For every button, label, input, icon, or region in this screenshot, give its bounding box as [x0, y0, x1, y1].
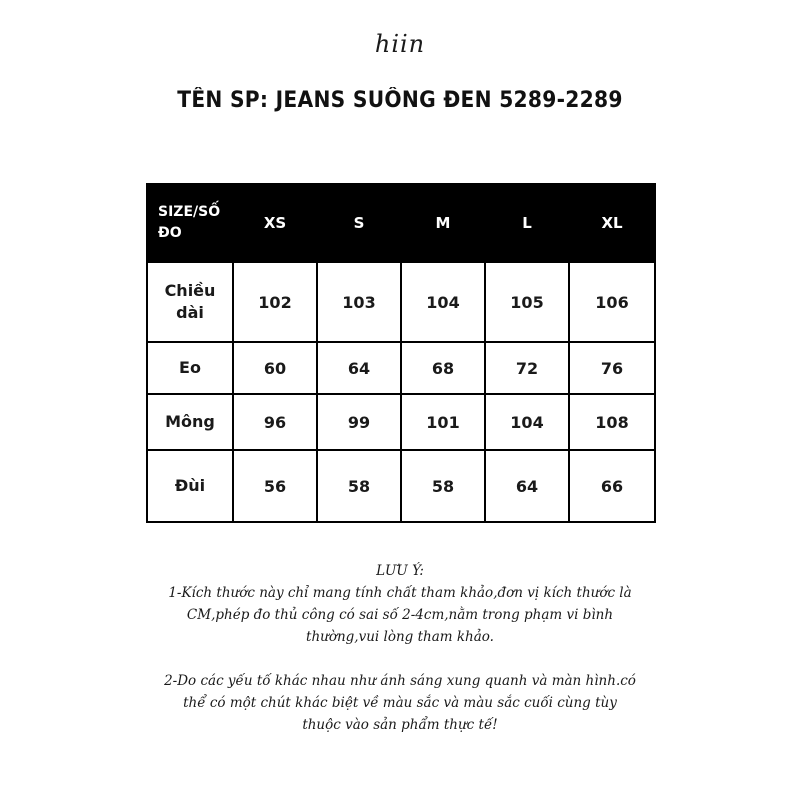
table-cell: 106 — [569, 262, 655, 342]
product-title: TÊN SP: JEANS SUÔNG ĐEN 5289-2289 — [177, 88, 623, 113]
row-label-thigh: Đùi — [147, 450, 233, 522]
table-cell: 60 — [233, 342, 317, 394]
table-cell: 104 — [401, 262, 485, 342]
table-cell: 56 — [233, 450, 317, 522]
table-cell: 64 — [485, 450, 569, 522]
table-row-waist — [147, 342, 655, 394]
table-cell: 103 — [317, 262, 401, 342]
note-1-line-1: 1-Kích thước này chỉ mang tính chất tham khảo,đơn vị kích thước là — [168, 585, 632, 601]
notes-spacer — [110, 648, 690, 670]
table-cell: 102 — [233, 262, 317, 342]
table-cell: 105 — [485, 262, 569, 342]
size-header-xl: XL — [569, 184, 655, 262]
table-cell: 108 — [569, 394, 655, 450]
header-label-line2: ĐO — [158, 225, 182, 241]
size-chart-table — [146, 183, 656, 523]
table-row-thigh — [147, 450, 655, 522]
table-cell: 101 — [401, 394, 485, 450]
table-cell: 72 — [485, 342, 569, 394]
table-cell: 96 — [233, 394, 317, 450]
note-2-line-1: 2-Do các yếu tố khác nhau như ánh sáng xung quanh và màn hình.có — [164, 673, 636, 689]
table-cell: 64 — [317, 342, 401, 394]
table-cell: 58 — [401, 450, 485, 522]
table-cell: 68 — [401, 342, 485, 394]
note-2-line-3: thuộc vào sản phẩm thực tế! — [302, 717, 498, 733]
row-label-waist: Eo — [147, 342, 233, 394]
row-label-line1: Chiều — [164, 281, 216, 300]
table-cell: 104 — [485, 394, 569, 450]
note-2-line-2: thể có một chút khác biệt về màu sắc và màu sắc cuối cùng tùy — [183, 695, 617, 711]
table-cell: 66 — [569, 450, 655, 522]
table-row-hip — [147, 394, 655, 450]
row-label-line2: dài — [176, 303, 204, 322]
header-label-line1: SIZE/SỐ — [158, 204, 221, 220]
size-header-xs: XS — [233, 184, 317, 262]
table-cell: 58 — [317, 450, 401, 522]
size-header-m: M — [401, 184, 485, 262]
row-label-hip: Mông — [147, 394, 233, 450]
brand-logo: hiin — [374, 30, 426, 58]
table-row-length — [147, 262, 655, 342]
table-cell: 76 — [569, 342, 655, 394]
note-1-line-3: thường,vui lòng tham khảo. — [306, 629, 494, 645]
table-cell: 99 — [317, 394, 401, 450]
size-header-l: L — [485, 184, 569, 262]
notes-section — [110, 560, 690, 736]
notes-heading: LƯU Ý: — [376, 563, 424, 579]
header-label-cell — [147, 184, 233, 262]
table-header-row — [147, 184, 655, 262]
note-1-line-2: CM,phép đo thủ công có sai số 2-4cm,nằm trong phạm vi bình — [186, 607, 614, 623]
row-label-length — [147, 262, 233, 342]
size-header-s: S — [317, 184, 401, 262]
